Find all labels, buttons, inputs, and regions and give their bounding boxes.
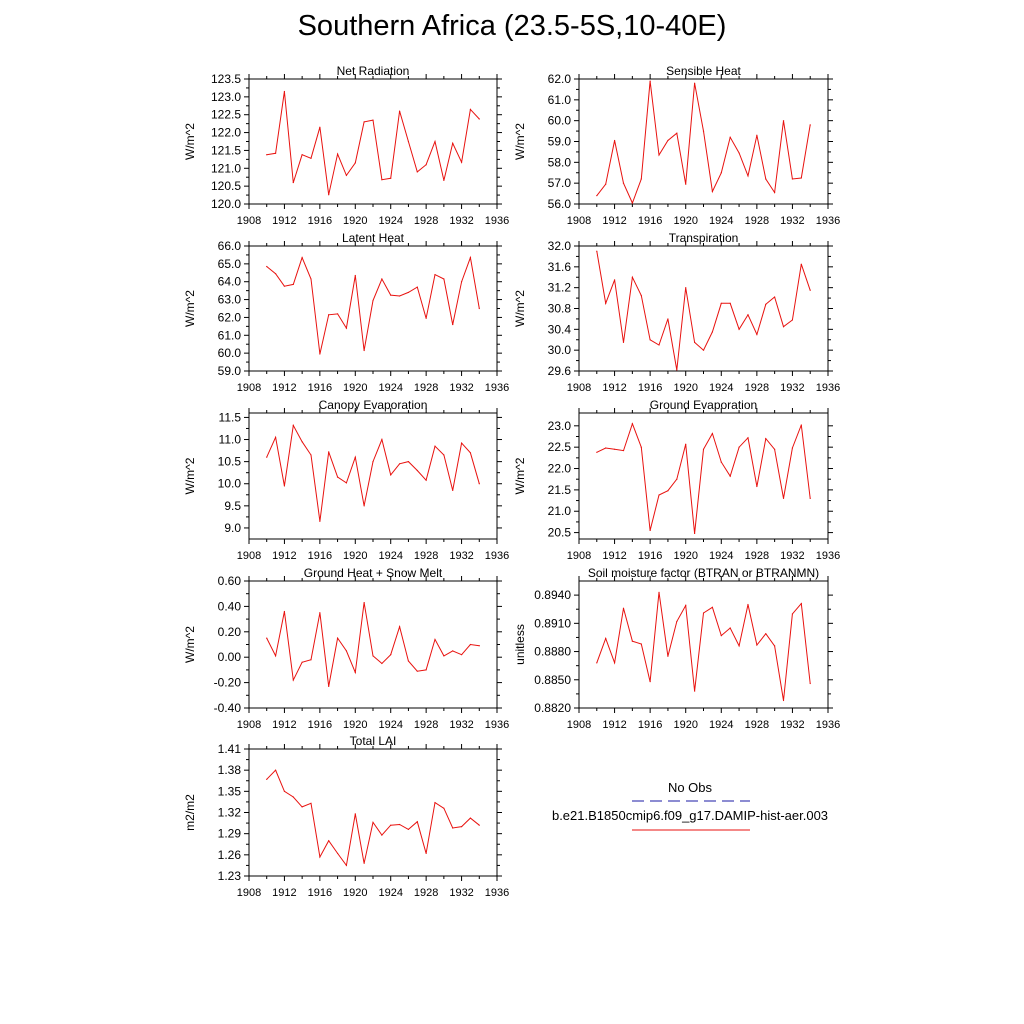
y-tick-label: 1.29 <box>217 826 241 841</box>
x-tick-label: 1928 <box>413 215 439 227</box>
x-tick-label: 1916 <box>637 382 663 394</box>
y-tick-label: 31.6 <box>547 259 571 274</box>
x-tick-label: 1920 <box>673 719 698 731</box>
y-tick-label: 122.0 <box>210 125 241 140</box>
x-tick-label: 1908 <box>566 382 592 394</box>
x-tick-label: 1932 <box>780 382 805 394</box>
x-tick-label: 1912 <box>272 719 297 731</box>
x-tick-label: 1912 <box>272 550 297 562</box>
y-axis-label: W/m^2 <box>513 123 527 160</box>
chart-title: Ground Heat + Snow Melt <box>303 566 443 580</box>
y-tick-label: 0.8940 <box>534 588 571 603</box>
x-tick-label: 1924 <box>378 382 403 394</box>
x-tick-label: 1936 <box>484 719 510 731</box>
y-tick-label: 10.5 <box>217 454 241 469</box>
y-tick-label: 23.0 <box>547 418 571 433</box>
page-title: Southern Africa (23.5-5S,10-40E) <box>297 10 727 42</box>
x-tick-label: 1936 <box>484 550 510 562</box>
x-tick-label: 1932 <box>780 550 805 562</box>
y-tick-label: 0.60 <box>217 574 241 588</box>
y-tick-label: 60.0 <box>217 346 241 361</box>
x-tick-label: 1932 <box>449 382 474 394</box>
y-tick-label: 120.0 <box>210 197 241 211</box>
y-tick-label: -0.40 <box>213 701 241 715</box>
chart-title: Latent Heat <box>341 231 405 245</box>
chart-title: Transpiration <box>668 231 739 245</box>
x-tick-label: 1916 <box>637 719 663 731</box>
y-tick-label: 30.8 <box>547 301 571 316</box>
x-tick-label: 1920 <box>343 382 368 394</box>
y-tick-label: 0.8820 <box>534 701 571 715</box>
y-tick-label: 9.5 <box>224 498 241 513</box>
x-tick-label: 1932 <box>449 719 474 731</box>
y-tick-label: 66.0 <box>217 239 241 253</box>
x-tick-label: 1928 <box>744 215 770 227</box>
y-tick-label: 65.0 <box>217 256 241 271</box>
x-tick-label: 1908 <box>236 550 262 562</box>
x-tick-label: 1936 <box>484 887 510 899</box>
x-tick-label: 1916 <box>637 550 663 562</box>
y-tick-label: 121.5 <box>210 143 241 158</box>
y-axis-label: W/m^2 <box>183 457 197 495</box>
y-tick-label: 63.0 <box>217 292 241 307</box>
x-tick-label: 1924 <box>378 719 403 731</box>
y-axis-label: W/m^2 <box>183 290 197 327</box>
x-tick-label: 1928 <box>413 382 439 394</box>
y-tick-label: 56.0 <box>547 197 571 211</box>
x-tick-label: 1932 <box>449 887 474 899</box>
y-tick-label: 0.8850 <box>534 672 571 687</box>
y-axis-label: W/m^2 <box>513 290 527 327</box>
y-axis-label: unitless <box>513 624 527 665</box>
x-tick-label: 1932 <box>780 719 805 731</box>
y-tick-label: 29.6 <box>547 364 571 378</box>
x-tick-label: 1908 <box>236 215 262 227</box>
y-tick-label: 0.40 <box>217 599 241 614</box>
y-tick-label: 30.4 <box>547 322 571 337</box>
x-tick-label: 1932 <box>449 215 474 227</box>
y-tick-label: 58.0 <box>547 155 571 170</box>
x-tick-label: 1924 <box>378 550 403 562</box>
legend-no-obs-label: No Obs <box>667 780 713 795</box>
y-tick-label: 1.35 <box>217 784 241 799</box>
x-tick-label: 1924 <box>709 550 734 562</box>
x-tick-label: 1924 <box>709 382 734 394</box>
x-tick-label: 1916 <box>307 719 333 731</box>
y-tick-label: 57.0 <box>547 176 571 191</box>
x-tick-label: 1912 <box>602 550 627 562</box>
x-tick-label: 1908 <box>566 550 592 562</box>
x-tick-label: 1936 <box>815 215 841 227</box>
x-tick-label: 1936 <box>815 382 841 394</box>
x-tick-label: 1924 <box>378 215 403 227</box>
x-tick-label: 1932 <box>449 550 474 562</box>
x-tick-label: 1928 <box>744 382 770 394</box>
y-axis-label: W/m^2 <box>183 123 197 160</box>
x-tick-label: 1928 <box>413 719 439 731</box>
x-tick-label: 1916 <box>307 887 333 899</box>
y-tick-label: 1.26 <box>217 847 241 862</box>
x-tick-label: 1916 <box>307 550 333 562</box>
y-tick-label: 59.0 <box>217 364 241 378</box>
y-tick-label: 1.41 <box>217 742 241 756</box>
y-tick-label: 60.0 <box>547 113 571 128</box>
y-tick-label: 0.8910 <box>534 616 571 631</box>
chart-title: Ground Evaporation <box>649 398 758 412</box>
y-tick-label: 120.5 <box>210 179 241 194</box>
y-tick-label: 1.38 <box>217 763 241 778</box>
y-tick-label: 9.0 <box>224 520 241 535</box>
y-tick-label: 59.0 <box>547 134 571 149</box>
x-tick-label: 1924 <box>378 887 403 899</box>
y-tick-label: 21.0 <box>547 504 571 519</box>
chart-title: Canopy Evaporation <box>318 398 428 412</box>
y-tick-label: 0.00 <box>217 650 241 665</box>
x-tick-label: 1920 <box>673 215 698 227</box>
y-tick-label: 0.20 <box>217 624 241 639</box>
x-tick-label: 1912 <box>602 719 627 731</box>
x-tick-label: 1912 <box>602 215 627 227</box>
x-tick-label: 1912 <box>272 382 297 394</box>
x-tick-label: 1912 <box>272 887 297 899</box>
x-tick-label: 1920 <box>673 382 698 394</box>
x-tick-label: 1908 <box>236 382 262 394</box>
chart-title: Net Radiation <box>336 64 410 78</box>
y-tick-label: 21.5 <box>547 482 571 497</box>
y-tick-label: 11.0 <box>218 432 241 447</box>
y-tick-label: 30.0 <box>547 343 571 358</box>
y-tick-label: 1.23 <box>217 869 241 883</box>
y-tick-label: 61.0 <box>217 328 241 343</box>
y-axis-label: W/m^2 <box>183 626 197 663</box>
x-tick-label: 1924 <box>709 719 734 731</box>
y-tick-label: 123.5 <box>210 72 241 86</box>
legend-case-label: b.e21.B1850cmip6.f09_g17.DAMIP-hist-aer.003 <box>551 808 829 823</box>
x-tick-label: 1924 <box>709 215 734 227</box>
y-axis-label: m2/m2 <box>183 794 197 831</box>
y-tick-label: 62.0 <box>217 310 241 325</box>
y-tick-label: 0.8880 <box>534 644 571 659</box>
y-tick-label: 22.0 <box>547 461 571 476</box>
x-tick-label: 1908 <box>236 719 262 731</box>
y-tick-label: 122.5 <box>210 107 241 122</box>
y-tick-label: 64.0 <box>217 274 241 289</box>
x-tick-label: 1936 <box>484 215 510 227</box>
x-tick-label: 1920 <box>343 719 368 731</box>
y-axis-label: W/m^2 <box>513 457 527 495</box>
y-tick-label: 11.5 <box>218 410 241 425</box>
y-tick-label: 22.5 <box>547 440 571 455</box>
x-tick-label: 1928 <box>744 550 770 562</box>
y-tick-label: 123.0 <box>210 89 241 104</box>
chart-title: Sensible Heat <box>666 64 741 78</box>
chart-title: Soil moisture factor (BTRAN or BTRANMN) <box>587 566 820 580</box>
x-tick-label: 1912 <box>272 215 297 227</box>
x-tick-label: 1916 <box>307 382 333 394</box>
y-tick-label: 1.32 <box>217 805 241 820</box>
y-tick-label: 61.0 <box>547 92 571 107</box>
x-tick-label: 1928 <box>413 550 439 562</box>
y-tick-label: 32.0 <box>547 239 571 253</box>
x-tick-label: 1908 <box>236 887 262 899</box>
chart-title: Total LAI <box>349 734 397 748</box>
y-tick-label: 20.5 <box>547 525 571 540</box>
y-tick-label: -0.20 <box>213 675 241 690</box>
x-tick-label: 1908 <box>566 215 592 227</box>
x-tick-label: 1936 <box>484 382 510 394</box>
x-tick-label: 1936 <box>815 719 841 731</box>
x-tick-label: 1920 <box>343 550 368 562</box>
x-tick-label: 1920 <box>673 550 698 562</box>
x-tick-label: 1920 <box>343 887 368 899</box>
x-tick-label: 1916 <box>637 215 663 227</box>
x-tick-label: 1920 <box>343 215 368 227</box>
x-tick-label: 1932 <box>780 215 805 227</box>
x-tick-label: 1928 <box>413 887 439 899</box>
x-tick-label: 1936 <box>815 550 841 562</box>
x-tick-label: 1912 <box>602 382 627 394</box>
y-tick-label: 62.0 <box>547 72 571 86</box>
x-tick-label: 1916 <box>307 215 333 227</box>
y-tick-label: 121.0 <box>210 161 241 176</box>
x-tick-label: 1928 <box>744 719 770 731</box>
x-tick-label: 1908 <box>566 719 592 731</box>
y-tick-label: 31.2 <box>547 280 571 295</box>
y-tick-label: 10.0 <box>217 476 241 491</box>
